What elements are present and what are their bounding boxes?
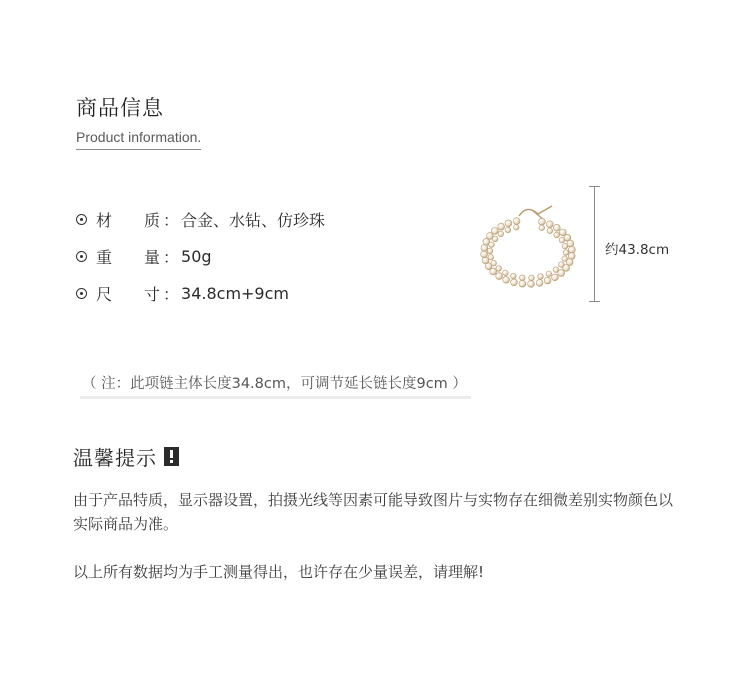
necklace-bead [491, 260, 497, 266]
necklace-bead [559, 262, 565, 268]
necklace-bead [546, 221, 553, 228]
necklace-bead [539, 218, 546, 225]
necklace-bead [505, 220, 512, 227]
necklace-bead [481, 251, 488, 258]
necklace-bead [492, 236, 498, 242]
necklace-bead [562, 256, 568, 262]
dimension-label: 约43.8cm [605, 242, 670, 258]
warm-tips-title: 温馨提示 [73, 442, 179, 471]
spec-row-weight [76, 245, 212, 267]
necklace-bead [519, 280, 526, 287]
bullet-icon [76, 214, 87, 225]
necklace-bead [513, 218, 520, 225]
necklace-bead [547, 228, 553, 234]
spec-value: 34.8cm+9cm [181, 283, 289, 303]
necklace-bead [536, 280, 543, 287]
necklace-bead [481, 245, 488, 252]
necklace-bead [514, 225, 520, 231]
necklace-bead [563, 250, 569, 256]
exclamation-icon [164, 447, 179, 466]
necklace-bead [498, 223, 505, 230]
dimension-tick-top [589, 186, 600, 187]
spec-colon: ： [163, 247, 180, 267]
dimension-line [594, 186, 595, 302]
spec-value: 合金、水钻、仿珍珠 [181, 210, 326, 230]
necklace-bead [503, 276, 510, 283]
necklace-bead [554, 232, 560, 238]
necklace-bead [568, 253, 575, 260]
spec-row-size [76, 282, 289, 304]
necklace-bead [539, 225, 545, 231]
necklace-bead [529, 275, 535, 281]
necklace-bead [569, 246, 576, 253]
measurement-paragraph: 以上所有数据均为手工测量得出，也许存在少量误差，请理解! [73, 563, 485, 581]
necklace-bead [520, 275, 526, 281]
necklace-bead [511, 273, 517, 279]
necklace-bead [544, 277, 551, 284]
disclaimer-paragraph: 由于产品特质，显示器设置，拍摄光线等因素可能导致图片与实物存在细微差别实物颜色以实际商品为准。 [73, 491, 674, 533]
bullet-icon [76, 251, 87, 262]
necklace-bead [546, 271, 552, 277]
necklace-bead [489, 242, 495, 248]
dimension-tick-bottom [589, 301, 600, 302]
spec-key: 材 质 [96, 210, 160, 230]
spec-key: 尺 寸 [96, 284, 160, 304]
pearl-necklace-icon [472, 200, 584, 295]
necklace-bead [511, 279, 518, 286]
section-subtitle: Product information. [76, 129, 201, 150]
necklace-bead [498, 231, 504, 237]
spec-colon: ： [163, 284, 180, 304]
necklace-bead [538, 274, 544, 280]
necklace-bead [488, 254, 494, 260]
bullet-icon [76, 288, 87, 299]
necklace-bead [496, 273, 503, 280]
spec-value: 50g [181, 246, 212, 266]
necklace-bead [492, 228, 499, 235]
necklace-bead [552, 274, 559, 281]
necklace-bead [553, 224, 560, 231]
section-title: 商品信息 [76, 96, 164, 120]
necklace-bead [562, 243, 568, 249]
spec-colon: ： [163, 210, 180, 230]
spec-row-material [76, 208, 325, 230]
length-note: （ 注：此项链主体长度34.8cm，可调节延长链长度9cm ） [80, 370, 471, 399]
necklace-bead [487, 248, 493, 254]
necklace-bead [528, 281, 535, 288]
necklace-bead [496, 266, 502, 272]
necklace-bead [559, 237, 565, 243]
spec-key: 重 量 [96, 247, 160, 267]
necklace-bead [553, 267, 559, 273]
necklace-bead [503, 270, 509, 276]
necklace-bead [505, 227, 511, 233]
